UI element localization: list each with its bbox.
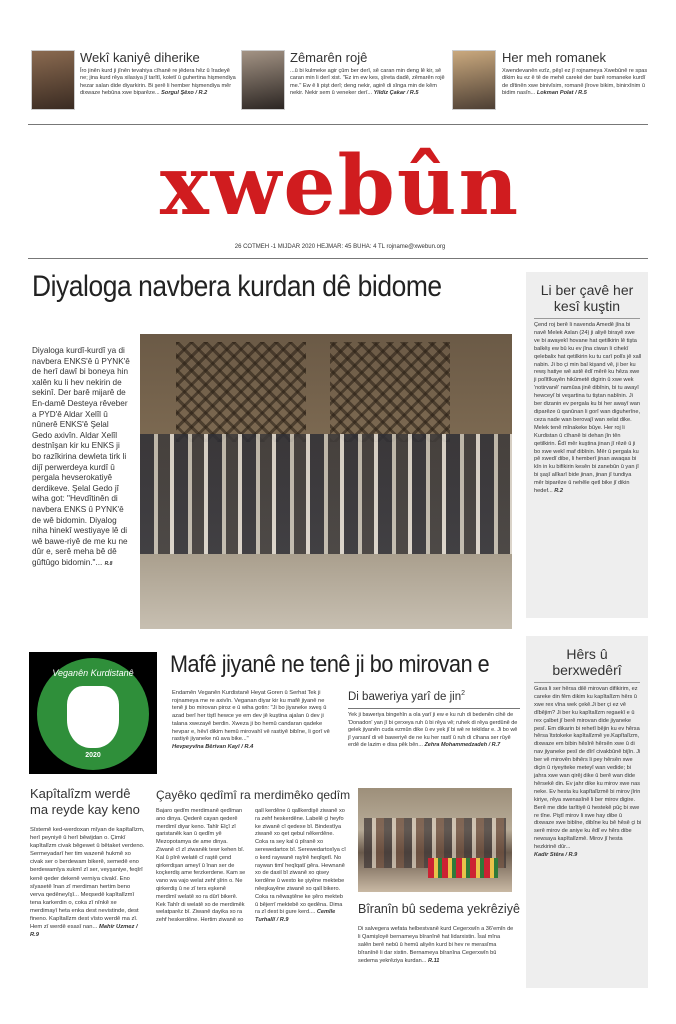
divider [28,124,648,125]
lattice-wall [176,342,306,442]
cayeko-headline[interactable]: Çayêko qedîmî ra merdimêko qedîm [156,788,351,802]
sidebar-opinion [526,272,648,618]
sidebar-title[interactable]: Li ber çavê her kesî kuştin [540,282,634,314]
sidebar-title[interactable]: Hêrs û berxwedêrî [552,646,622,678]
divider [28,258,648,259]
baweri-text: Yek ji baweriya bingehîn a ola yarî ji ew e ku ruh di bedenên cihê de 'Donadon' yan jî bi çerxeya ruh û bi rêya vê; ruhek di rêya gerdûnê de gelek jiyanên cuda ezmûn dike û ev yek jî bi wê re tekildar e. Ji bo wê jî yarsanî di vê baweriyê de ne ku her rastî û ruh di cîhana ser rûyê erdê de lazim e disa pêk bên... Zehra Mohammedzadeh / R.7 [348,712,518,749]
sidebar-text: Çend roj berê li navenda Amedê jîna bi navê Melek Aslan (24) ji aliyê birayê xwe ve bi awayekî hovane hat qetilkirin lê tişta balkêş ew bû ku ev jîna ciwan li cihekî qelebalix hat qetilkirin ku tu carî polîs jê xall nabin. Ji bo çi min bal kişand vê, ji ber ku rewş hatiye wê astê êdî mêrê ku hêza xwe ji polîtîkayên hikûmetê digirin û xwe wek 'notirvanê' namûsa jinê dibînin, bi tu awayî hewceyî bi veşartina tu tiştan nabînin. Ji ber dizanin ev pergala ku bi her awayî wan diparêze û qanûnan li gorî wan diguherîne, ceza nade wan berovajî wan xelat dike. Melek tenê mînakeke bûye. Her roj li Kurdistan û cîhanê bi dehan jîn tên qetilkirin. Êdî mêr kuştina jinan jî rêzê û ji bo xwe wekî maf dibînin. Mêr û pergala ku pê xwedî dibe, li hemberî jinan awaqas bi kîn in ku bifikirin kesên bi zanebûn û yan jî bi şaşî alîkarî bide jinan, jinan jî tundiya mêr biparêze û nehêle qetl bike jî dikin hedef... R.2 [534,322,642,495]
lead-text: Diyaloga kurdî-kurdî ya di navbera ENKS'ê û PYNK'ê de herî dawî bi boneya hin xalên ku li hev nekirin de sekinî. Der barê mijarê de En-damê Desteya rêveber a PYD'ê Aldar Xelîl û nûnerê ENKS'ê Şelal Gedo axivîn. Aldar Xelîl destnîşan kir ku ENKS ji bo razîkirina dewleta tirk li dijî perwerdeya kurdî û pergala hevserokatiyê derdikeve. Şelal Gedo jî wiha got: "Hevdîtinên di navbera ENKS û PYNK'ê de wê bidomin. Diyalog niha hinekî westiyaye lê di wê bawe-riyê de me ku ne dûr e, serê meha bê dê gûftûgo bidomin."... R.8 [32,346,130,567]
flowers [428,858,498,878]
baweri-headline[interactable]: Di baweriya yarî de jin$^2$ [348,690,466,703]
author-photo [241,50,285,110]
top-text: ...û bi kulmeke agir çûm ber derî, sê caran min deng lê kir, sê caran min li derî xist. "Ez im ew kes, şîreta dadê, zêmarên rojê me." Ew ê li pişt derî; deng nekir, agirê di sînga min de kêm nekir. Nekir sem û veneker derî... Yildiz Çakar / R.5 [290,68,445,96]
divider [534,682,640,683]
vegan-logo[interactable] [29,652,157,774]
top-text: Îro jinên kurd ji jînên tevahiya cîhanê re jêdera hêz û îradeyê ne; jina kurd rêya xilasiya jî tarîtî, koletî û guhertina hişmendiya hezar salan dide diyarkirin. Bi şerê li hember hişmendiya mêr dixwaze hebûna xwe biparêze... Sorgul Şêxo / R.2 [80,68,236,96]
top-title[interactable]: Zêmarên rojê [290,50,368,65]
author-photo [452,50,496,110]
sidebar-opinion [526,636,648,988]
top-title[interactable]: Her meh romanek [502,50,607,65]
cayeko-text: Bajaro qedîm merdimanê qedîman ano dinya. Qederê cayan qederê merdimî diyar keno. Tahîr Elçî zî qaristanêk kan û qedîm yê Mezopotamya de ame dinya. Ziwanê cî zî ziwanêk tewr kehen bî. Kal û pîrê welatê cî raştê çend qirkerdişan ameyî û înan ser de koçkerdiş ame ferzkerdene. Kam se vano wa vajo welat zehf şîrin o. Ne qirkerdiş û ne zî ters eşkenê merdimî welatê xo ra dûrî bikerê. Kek Tahîr di welatê xo de merdimêk welatparêz bî. Ziwanê dayika xo ra zehf heskerdêne. Hertim ziwanê xo qall kerdêne û qallkerdişê ziwanê xo ra zehf heskerdêne. Labelê çi heyfo ke ziwanê cî qedexe bî. Bindestîya ziwanê xo qet qebul nêkerdêne. Coka ra sey kal û pîranê xo serewedartox bî. Serewedartoxîya cî o kerd raywanê rayîrê heqîqetî. No raywan timî heqîqatî gêra. Hewnanê xo de daxil bî ziwanê xo qisey kerdêne û wexto ke şiyêne mektebe nêeşkayêne ziwanê xo qall bikero. Coka ra nêwaştêne ke şêro mekteb û bêjerrî mektebê xo qedêna. Dima ra zî dest bi gure kerd.... Cemîle Turhallî / R.9 [156,808,346,924]
kapitalizm-headline[interactable]: Kapîtalîzm werdê ma reyde kay keno [30,786,140,817]
biranin-photo[interactable] [358,788,512,892]
top-strip [28,46,648,124]
goat-icon [67,686,119,748]
issue-info: 26 COTMEH -1 MIJDAR 2020 HEJMAR: 45 BUHA: 4 TL rojname@xwebun.org [234,244,446,250]
vegan-text: Endamên Veganên Kurdistanê Heyat Goren û Serhat Tek ji rojnameya me re axivîn. Veganan diyar kir ku mafê jiyanê ne tenê ji bo mirovan piroz e û wiha gotin: "Ji bo jiyaneke xweş û azad berî her tiştî hewce ye em dev jê kuştina ajalan û dev ji talana xwezayê berdin. Xweza ji bo hemû candaran qadeke hevpar e, hêvî dikim hemû mirovahî vê rastiyê bibîne, li gorî vê rastiyê jiyaneke nû ava bike..." Hevpeyvîna Bêrivan Kayî / R.4 [172,690,330,750]
lead-photo[interactable] [140,334,512,629]
masthead-logo[interactable]: xwebûn [159,138,521,234]
divider [534,318,640,319]
sidebar-text: Gava li ser hêrsa dilê mirovan difikirim, ez careke din fêm dikim ku kapîtalîzm hêrs û xwe rex vîna wek çekê.Ji ber çi ez vê dîbêjim? Ji ber ku kapîtalîzm regaekî e û rex çalbet jî berê mirovan dide jiyaneke pesî. Em dikarin bi rehetî bêjin ku ev hêrsa hêrsa îtstokeke kapîtalîzmê ye.Kapîtalîzm, dixwaze em bibin hêsîrê hêrsên xwe û di nav jiyaneke pesî de dîrî civakbûnê bijîn. Ji ber vê mirovên bihêrs li pey hêrsên xwe diçin û riyeyiteke meteyî wan vedide; bi jahra xwe wan qirêj dike û berê wan dide hêrsekê din. Ev jahr dike ku mirov xwe nas neke. Ev hesta ku kapîtalîzmê bi mirov jîrin kiriye, rêya xwenasînê li ber mirov digire. Berê me dide tarîtiyê û hestekê pûç bi xwe re tîne. Piştî mirov li xwe hay dibe û dixwaze xwe bibîne, dibîne ku bê hêsê çi bi serê mirov de aniye ku êdî ev hêrs dibe newsaya kapîtalîzmê. Mirov jî hesta hezkirinê dûr... Kadir Stêra / R.9 [534,686,642,859]
kapitalizm-text: Sîstemê ked-werdoxan mîyan de kapîtalîzm, herî peyniyê û herî bêwijdan o. Çimkî kapîtalîzm civak bêgewet û bêtaket verdeno. Sermeyadarî her tim wazenê hukmê xo civak ser o berdewam bikerê, semedê eno berdewamîya xukmî zî ser, veyşaniye, feqîrî kenê qeder dekenê verniya civakî. Eno sîyasetê înan zî merdiman hertim beno verva qedêneyîşî... Meqsedê kapîtalîzmî tena karkerdin o, coka zî nînkê xe merdimayî heta enka dest nevistinde, dest fineno. Kapîtalîzm dest vîsto werdê ma zî. Hem zî werdê esasî nan... Mahir Uzmez / R.9 [30,827,145,939]
vegan-logo-text: Veganên Kurdistanê [52,668,134,678]
biranin-text: Di salvegera wefata helbestvanê kurd Cegerxwîn a 36'emîn de li Qamişloyê bernameya bîranînê hat lidarxistin. Îsal mîna salên berê nebû û hemû aliyên kurd bi hev re merasîma bîranînê li dar xistin. Bernameya bîranîna Cegerxwîn bû sedema yekrêziya kurdan... R.11 [358,926,514,964]
vegan-year: 2020 [85,752,101,759]
divider [348,708,520,709]
author-photo [31,50,75,110]
top-title[interactable]: Wekî kaniyê diherike [80,50,200,65]
vegan-headline[interactable]: Mafê jiyanê ne tenê ji bo mirovan e [170,651,490,678]
biranin-headline[interactable]: Bîranîn bû sedema yekrêziyê [358,902,520,916]
top-text: Xwendevanên ezîz, pêşî ez jî rojnameya Xwebûnê re spas dikim ku ez ê tê de mehê careké der barê romaneke kurdî de dîtinên xwe binivîsim, romanê jîrove bikim, binirxînim û bidim nasîn... Lokman Polat / R.5 [502,68,648,96]
lattice-wall [330,342,450,442]
lead-headline[interactable]: Diyaloga navbera kurdan dê bidome [32,270,442,303]
group-of-people [140,434,512,554]
